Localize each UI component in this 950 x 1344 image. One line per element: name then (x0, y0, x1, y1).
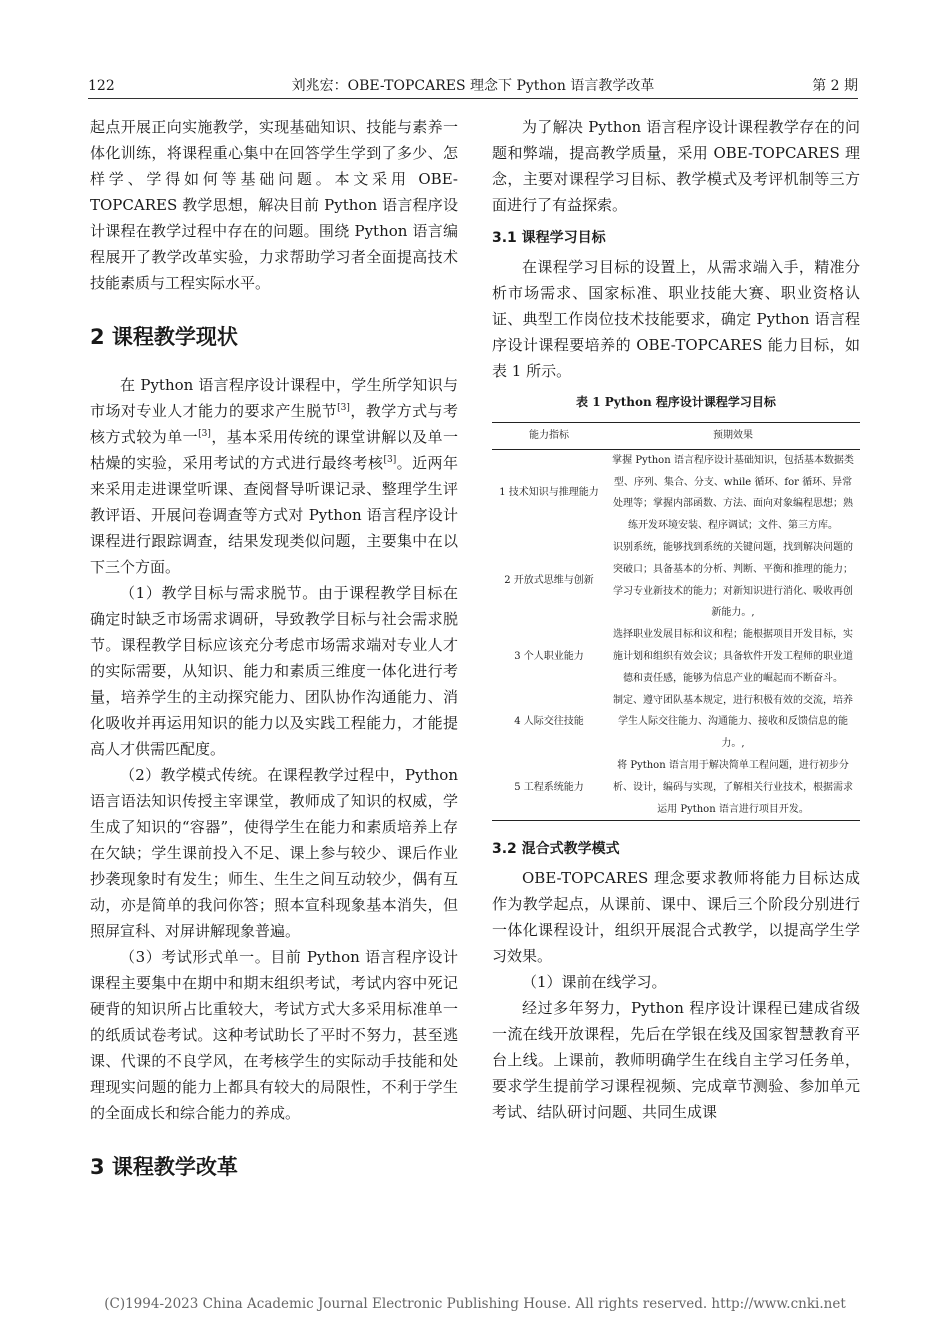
issue-item-1: （1）教学目标与需求脱节。由于课程教学目标在确定时缺乏市场需求调研，导致教学目标与社会需求脱节。课程教学目标应该充分考虑市场需求端对专业人才的实际需要，从知识、能力和素质三维度一体化进行考量，培养学生的主动探究能力、团队协作沟通能力、消化吸收并再运用知识的能力以及实践工程能力，才能提高人才供需匹配度。 (90, 584, 458, 758)
ability-cell: 5 工程系统能力 (492, 755, 606, 821)
outcome-cell: 掌握 Python 语言程序设计基础知识，包括基本数据类型、序列、集合、分支、while 循环、for 循环、异常处理等；掌握内部函数、方法、面向对象编程思想；熟练开发环境安装、程序调试；文件、第三方库。 (612, 454, 854, 532)
section-2-title: 2 课程教学现状 (90, 325, 238, 349)
intro-paragraph: 起点开展正向实施教学，实现基础知识、技能与素养一体化训练，将课程重心集中在回答学生学到了多少、怎样学、学得如何等基础问题。本文采用 OBE-TOPCARES 教学思想，解决目前 Python 语言程序设计课程在教学过程中存在的问题。围绕 Python 语言编程展开了教学改革实验，力求帮助学习者全面提高技术技能素质与工程实际水平。 (90, 118, 458, 292)
section-3-title: 3 课程教学改革 (90, 1155, 238, 1179)
outcome-cell: 将 Python 语言用于解决简单工程问题，进行初步分析、设计，编码与实现，了解相关行业技术，根据需求运用 Python 语言进行项目开发。 (606, 755, 860, 821)
ability-cell: 1 技术知识与推理能力 (499, 487, 599, 499)
outcome-cell: 制定、遵守团队基本规定，进行积极有效的交流，培养学生人际交往能力、沟通能力、接收和反馈信息的能力。, (613, 694, 853, 750)
table-header-outcome: 预期效果 (606, 423, 860, 450)
table-row (492, 690, 860, 755)
citation-ref[interactable]: [3] (383, 455, 397, 465)
citation-ref[interactable]: [3] (337, 403, 350, 413)
section-3-intro: 为了解决 Python 语言程序设计课程教学存在的问题和弊端，提高教学质量，采用 OBE-TOPCARES 理念，主要对课程学习目标、教学模式及考评机制等三方面进行了有益探索。 (492, 118, 860, 214)
ability-cell: 3 个人职业能力 (514, 650, 584, 662)
ability-cell: 2 开放式思维与创新 (504, 574, 594, 586)
pre-class-paragraph: 经过多年努力，Python 程序设计课程已建成省级一流在线开放课程，先后在学银在线及国家智慧教育平台上线。上课前，教师明确学生在线自主学习任务单，要求学生提前学习课程视频、完成章节测验、参加单元考试、结队研讨问题、共同生成课 (492, 999, 860, 1122)
right-column (492, 114, 860, 1125)
left-column (90, 114, 458, 1202)
citation-ref[interactable]: [3] (198, 429, 211, 439)
copyright-footer: (C)1994-2023 China Academic Journal Electronic Publishing House. All rights reserved. http://www.cnki.net (104, 1296, 846, 1312)
running-title: 刘兆宏：OBE-TOPCARES 理念下 Python 语言教学改革 (291, 78, 655, 94)
pre-class-heading: （1）课前在线学习。 (522, 973, 667, 992)
ability-cell: 4 人际交往技能 (514, 716, 584, 728)
page-number: 122 (88, 78, 115, 94)
table-row (492, 449, 860, 537)
table-row (492, 624, 860, 689)
table-header-ability: 能力指标 (492, 423, 606, 450)
issue-item-2: （2）教学模式传统。在课程教学过程中，Python 语言语法知识传授主宰课堂，教师成了知识的权威，学生成了知识的“容器”，使得学生在能力和素质培养上存在欠缺；学生课前投入不足、课上参与较少、课后作业抄袭现象时有发生；师生、生生之间互动较少，偶有互动，亦是简单的我问你答；照本宣科现象基本消失，但照屏宣科、对屏讲解现象普遍。 (90, 766, 458, 940)
learning-goals-table (492, 422, 860, 821)
table-row (492, 537, 860, 624)
subsection-3-1-title: 3.1 课程学习目标 (492, 230, 606, 246)
outcome-cell: 选择职业发展目标和议和程；能根据项目开发目标，实施计划和组织有效会议；具备软件开发工程师的职业道德和责任感，能够为信息产业的崛起而不断奋斗。 (613, 629, 853, 684)
subsection-3-1-paragraph: 在课程学习目标的设置上，从需求端入手，精准分析市场需求、国家标准、职业技能大赛、职业资格认证、典型工作岗位技术技能要求，确定 Python 语言程序设计课程要培养的 OBE-TOPCARES 能力目标，如表 1 所示。 (492, 258, 860, 380)
issue-number: 第 2 期 (812, 78, 858, 94)
table-row (492, 755, 860, 821)
outcome-cell: 识别系统，能够找到系统的关键问题，找到解决问题的突破口；具备基本的分析、判断、平衡和推理的能力；学习专业新技术的能力；对新知识进行消化、吸收再创新能力。, (613, 541, 853, 619)
running-header (88, 74, 858, 99)
table-caption: 表 1 Python 程序设计课程学习目标 (576, 395, 776, 409)
subsection-3-2-paragraph: OBE-TOPCARES 理念要求教师将能力目标达成作为教学起点，从课前、课中、课后三个阶段分别进行一体化课程设计，组织开展混合式教学，以提高学生学习效果。 (492, 869, 860, 966)
subsection-3-2-title: 3.2 混合式教学模式 (492, 841, 620, 858)
issue-item-3: （3）考试形式单一。目前 Python 语言程序设计课程主要集中在期中和期末组织考试，考试内容中死记硬背的知识所占比重较大，考试方式大多采用标准单一的纸质试卷考试。这种考试助长了平时不努力，甚至逃课、代课的不良学风，在考核学生的实际动手技能和处理现实问题的能力上都具有较大的局限性，不利于学生的全面成长和综合能力的养成。 (90, 948, 458, 1122)
table-header-row (492, 423, 860, 450)
section-2-paragraph: 在 Python 语言程序设计课程中，学生所学知识与市场对专业人才能力的要求产生脱节[3]，教学方式与考核方式较为单一[3]，基本采用传统的课堂讲解以及单一枯燥的实验，采用考试的方式进行最终考核[3]。近两年来采用走进课堂听课、查阅督导听课记录、整理学生评教评语、开展问卷调查等方式对 Python 语言程序设计课程进行跟踪调查，结果发现类似问题，主要集中在以下三个方面。 (90, 376, 458, 576)
